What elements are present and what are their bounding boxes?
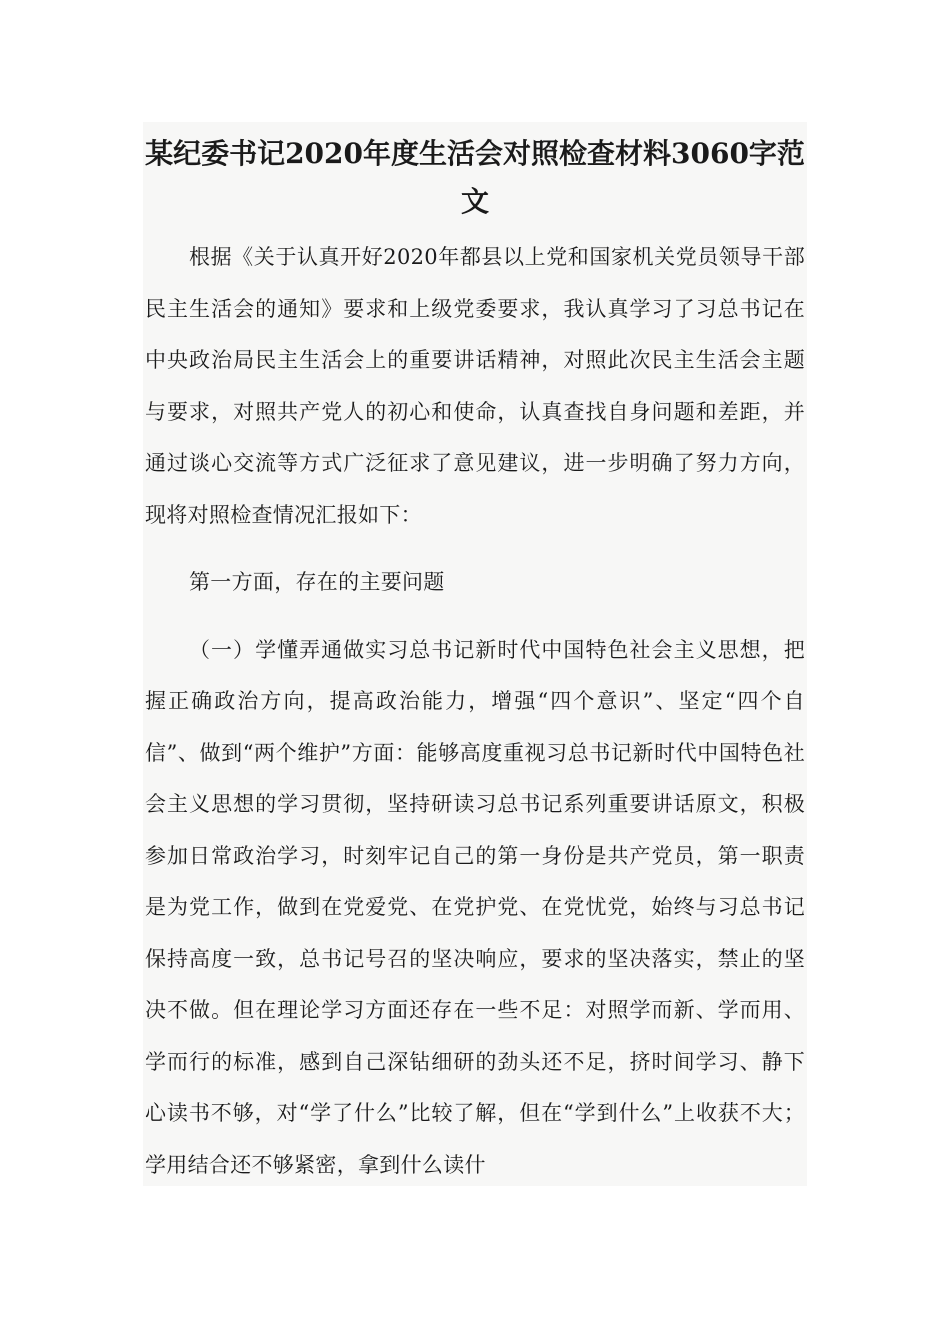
document-title: 某纪委书记2020年度生活会对照检查材料3060字范文 [145,137,805,218]
document-body [145,232,805,1182]
section-heading: 第一方面，存在的主要问题 [189,570,445,594]
paragraph-intro: 根据《关于认真开好2020年都县以上党和国家机关党员领导干部民主生活会的通知》要求和上级党委要求，我认真学习了习总书记在中央政治局民主生活会上的重要讲话精神，对照此次民主生活会主题与要求，对照共产党人的初心和使命，认真查找自身问题和差距，并通过谈心交流等方式广泛征求了意见建议，进一步明确了努力方向，现将对照检查情况汇报如下： [145,245,805,527]
paragraph-item-1: （一）学懂弄通做实习总书记新时代中国特色社会主义思想，把握正确政治方向，提高政治能力，增强“四个意识”、坚定“四个自信”、做到“两个维护”方面：能够高度重视习总书记新时代中国特色社会主义思想的学习贯彻，坚持研读习总书记系列重要讲话原文，积极参加日常政治学习，时刻牢记自己的第一身份是共产党员，第一职责是为党工作，做到在党爱党、在党护党、在党忧党，始终与习总书记保持高度一致，总书记号召的坚决响应，要求的坚决落实，禁止的坚决不做。但在理论学习方面还存在一些不足：对照学而新、学而用、学而行的标准，感到自己深钻细研的劲头还不足，挤时间学习、静下心读书不够，对“学了什么”比较了解，但在“学到什么”上收获不大；学用结合还不够紧密，拿到什么读什 [145,637,805,1177]
